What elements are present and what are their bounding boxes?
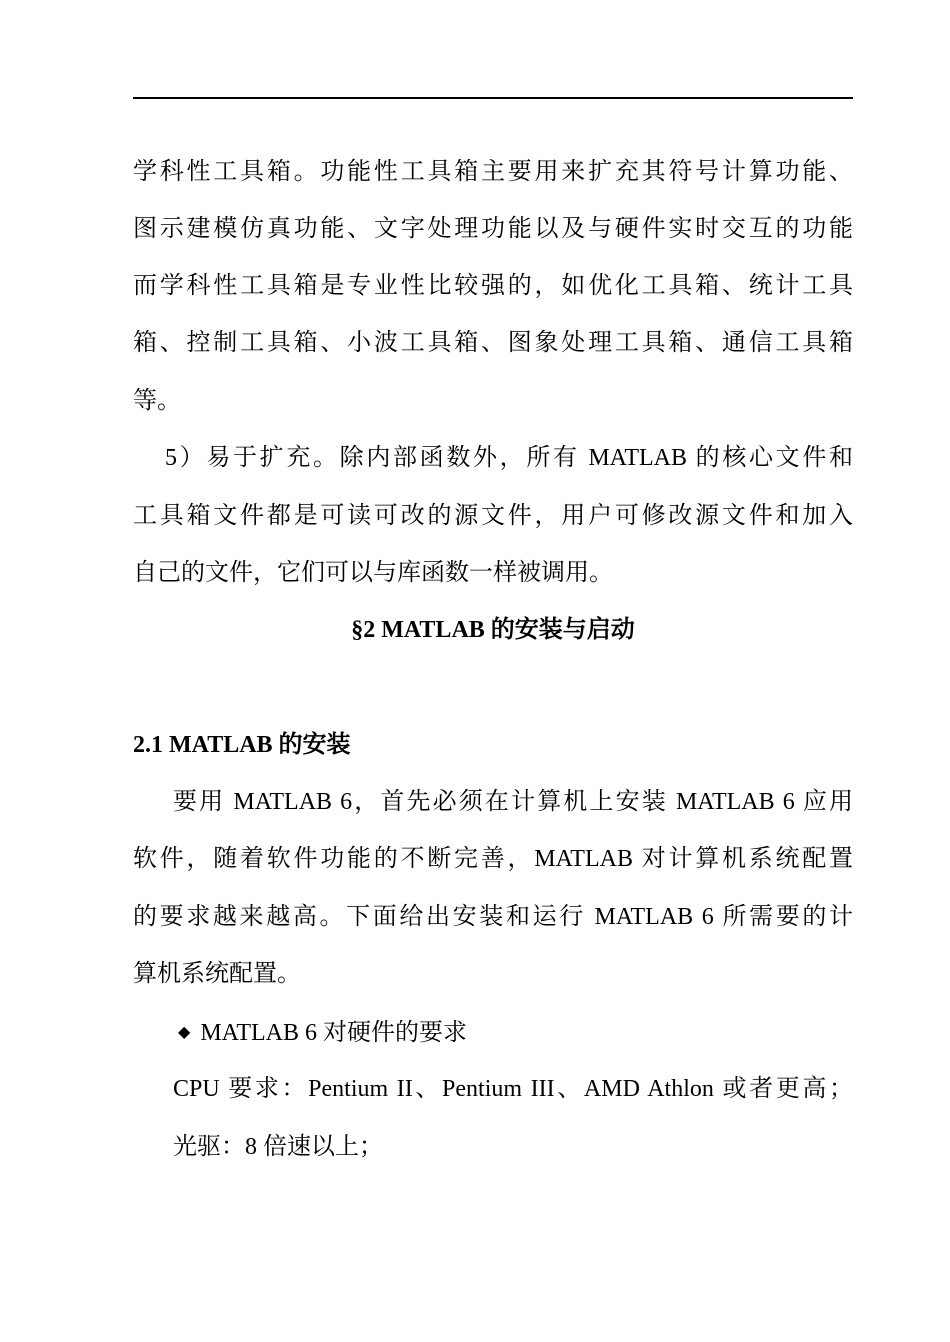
paragraph-line: 学科性工具箱。功能性工具箱主要用来扩充其符号计算功能、 <box>133 159 853 185</box>
requirement-line-cdrom: 光驱：8 倍速以上； <box>173 1134 383 1160</box>
paragraph-line: 5）易于扩充。除内部函数外，所有 MATLAB 的核心文件和 <box>165 445 853 471</box>
section-heading: §2 MATLAB 的安装与启动 <box>351 617 635 643</box>
diamond-bullet-icon: ◆ <box>178 1022 191 1041</box>
paragraph-line: 工具箱文件都是可读可改的源文件，用户可修改源文件和加入 <box>133 503 853 529</box>
paragraph-line: 箱、控制工具箱、小波工具箱、图象处理工具箱、通信工具箱 <box>133 330 853 356</box>
paragraph-line: 等。 <box>133 388 181 414</box>
header-rule <box>133 97 853 99</box>
paragraph-line: 图示建模仿真功能、文字处理功能以及与硬件实时交互的功能 <box>133 216 853 242</box>
paragraph-line: 要用 MATLAB 6，首先必须在计算机上安装 MATLAB 6 应用 <box>173 789 853 815</box>
bullet-text: MATLAB 6 对硬件的要求 <box>200 1020 467 1046</box>
paragraph-line: 而学科性工具箱是专业性比较强的，如优化工具箱、统计工具 <box>133 273 853 299</box>
bullet-item <box>178 1017 853 1047</box>
subsection-heading: 2.1 MATLAB 的安装 <box>133 732 351 758</box>
paragraph-line: 算机系统配置。 <box>133 961 301 987</box>
paragraph-line: 自己的文件，它们可以与库函数一样被调用。 <box>133 560 613 586</box>
paragraph-line: 软件，随着软件功能的不断完善，MATLAB 对计算机系统配置 <box>133 846 853 872</box>
requirement-line-cpu: CPU 要求：Pentium II、Pentium III、AMD Athlon 或者更高； <box>173 1076 853 1102</box>
paragraph-line: 的要求越来越高。下面给出安装和运行 MATLAB 6 所需要的计 <box>133 904 853 930</box>
